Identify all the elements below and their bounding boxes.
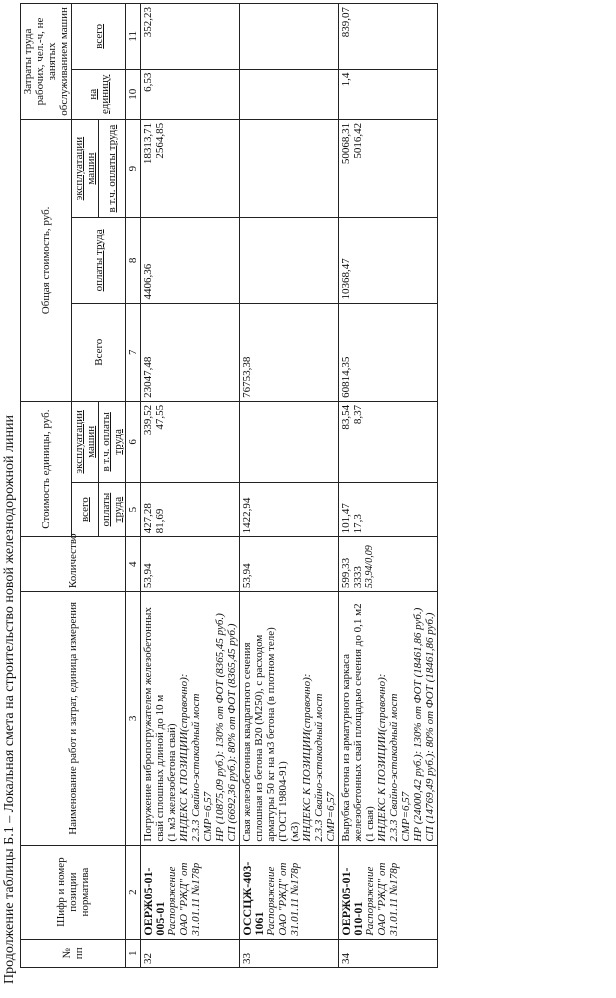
- row-number: 33: [240, 939, 339, 967]
- total-all: 76753,38: [240, 303, 339, 401]
- table-caption: Продолжение таблицы Б.1 – Локальная смета на строительство новой железнодорожной линии: [2, 415, 17, 984]
- detail-line: СП (6692,36 руб.): 80% от ФОТ (8365,45 руб.): [226, 623, 238, 842]
- header-total-labor: оплаты труда: [72, 218, 126, 303]
- col-num-4: 4: [126, 537, 141, 592]
- value: 83,54: [340, 404, 352, 430]
- unit-total: [339, 482, 438, 537]
- header-total-mach-labor: в т.ч. оплаты труда: [99, 119, 126, 217]
- estimate-table: [20, 3, 438, 968]
- detail-line: СМР=6,57: [325, 791, 337, 842]
- qty: 53,94: [240, 537, 339, 592]
- header-labor-unit: на единицу: [72, 69, 126, 119]
- total-labor: [240, 218, 339, 303]
- table-row: [240, 4, 339, 968]
- header-num: № пп: [21, 939, 126, 967]
- header-unit-mach: эксплуатации машин: [72, 401, 99, 482]
- detail-line: СМР=6,57: [400, 791, 412, 842]
- code-value: ОЕРЖ05-01-005-01: [141, 867, 167, 936]
- total-labor: 10368,47: [339, 218, 438, 303]
- detail-line: 2.3.3 Свайно-эстакадный мост: [388, 693, 400, 842]
- labor-unit: [240, 69, 339, 119]
- detail-line: СП (14769,49 руб.): 80% от ФОТ (18461,86 руб.): [424, 612, 436, 842]
- col-num-8: 8: [126, 218, 141, 303]
- row-number: 32: [141, 939, 240, 967]
- header-unit-labor: оплаты труда: [99, 482, 126, 537]
- col-num-1: 1: [126, 939, 141, 967]
- value: 17,3: [352, 514, 364, 534]
- row-code: [240, 845, 339, 939]
- unit-mach: [240, 401, 339, 482]
- detail-line: ИНДЕКС К ПОЗИЦИИ(справочно):: [376, 673, 388, 842]
- value: 5016,42: [352, 122, 364, 159]
- header-unit-mach-labor: в т.ч. оплаты труда: [99, 401, 126, 482]
- qty: [339, 537, 438, 592]
- detail-line: 2.3.3 Свайно-эстакадный мост: [190, 693, 202, 842]
- value: 81,69: [154, 508, 166, 534]
- value: 50068,31: [340, 122, 352, 165]
- work-name: Свая железобетонная квадратного сечения сплошная из бетона В20 (М250), с расходом арматуры 50 кг на м3 бетона (в плотном теле) (ГОСТ 19804-91): [241, 627, 289, 842]
- value: 18313,71: [142, 122, 154, 165]
- col-num-6: 6: [126, 401, 141, 482]
- detail-line: (1 свая): [364, 806, 376, 842]
- header-unit-total: всего: [72, 482, 99, 537]
- col-num-5: 5: [126, 482, 141, 537]
- detail-line: СМР=6,57: [202, 791, 214, 842]
- detail-line: ИНДЕКС К ПОЗИЦИИ(справочно):: [301, 673, 313, 842]
- total-mach: [240, 119, 339, 217]
- col-num-3: 3: [126, 592, 141, 846]
- total-mach: [339, 119, 438, 217]
- row-number: 34: [339, 939, 438, 967]
- value: 2564,85: [154, 122, 166, 159]
- value: 47,55: [154, 404, 166, 430]
- value: 53,94/0,09: [364, 545, 375, 589]
- labor-total: 839,07: [339, 4, 438, 70]
- detail-line: 2.3.3 Свайно-эстакадный мост: [313, 693, 325, 842]
- work-name: Вырубка бетона из арматурного каркаса железобетонных свай площадью сечения до 0,1 м2: [340, 603, 364, 842]
- total-mach: [141, 119, 240, 217]
- row-name: [339, 592, 438, 846]
- header-labor-total: всего: [72, 4, 126, 70]
- table-row: [141, 4, 240, 968]
- value: 427,28: [142, 503, 154, 534]
- detail-line: (м3): [289, 821, 301, 842]
- value: 1422,94: [241, 497, 253, 534]
- labor-unit: 6,53: [141, 69, 240, 119]
- detail-line: НР (24000,42 руб.): 130% от ФОТ (18461,86 руб.): [412, 607, 424, 842]
- detail-line: (1 м3 железобетона свай): [166, 723, 178, 842]
- header-qty: Количество: [21, 537, 126, 592]
- header-code: Шифр и номер позиции норматива: [21, 845, 126, 939]
- total-all: 23047,48: [141, 303, 240, 401]
- total-all: 60814,35: [339, 303, 438, 401]
- detail-line: ИНДЕКС К ПОЗИЦИИ(справочно):: [178, 673, 190, 842]
- code-note: Распоряжение ОАО "РЖД" от 31.01.11 №178р: [265, 862, 301, 936]
- detail-line: НР (10875,09 руб.): 130% от ФОТ (8365,45 руб.): [214, 613, 226, 842]
- value: 8,37: [352, 404, 364, 425]
- row-code: [339, 845, 438, 939]
- row-name: [240, 592, 339, 846]
- code-value: ОЕРЖ05-01-010-01: [339, 867, 365, 936]
- unit-mach: [339, 401, 438, 482]
- col-num-9: 9: [126, 119, 141, 217]
- qty: 53,94: [141, 537, 240, 592]
- value: 599,33 3333: [340, 557, 364, 589]
- column-numbers-row: [126, 4, 141, 968]
- unit-total: [141, 482, 240, 537]
- value: 101,47: [340, 503, 352, 534]
- header-total-cost: Общая стоимость, руб.: [21, 119, 72, 401]
- header-unit-cost: Стоимость единицы, руб.: [21, 401, 72, 537]
- total-labor: 4406,36: [141, 218, 240, 303]
- row-name: [141, 592, 240, 846]
- labor-unit: 1,4: [339, 69, 438, 119]
- unit-total: [240, 482, 339, 537]
- value: 339,52: [142, 404, 154, 436]
- table-row: [339, 4, 438, 968]
- col-num-2: 2: [126, 845, 141, 939]
- header-total-all: Всего: [72, 303, 126, 401]
- col-num-7: 7: [126, 303, 141, 401]
- code-note: Распоряжение ОАО "РЖД" от 31.01.11 №178р: [166, 862, 202, 936]
- unit-mach: [141, 401, 240, 482]
- header-name: Наименование работ и затрат, единица измерения: [21, 592, 126, 846]
- code-note: Распоряжение ОАО "РЖД" от 31.01.11 №178р: [364, 862, 400, 936]
- col-num-10: 10: [126, 69, 141, 119]
- code-value: ОССЦЖ-403-1061: [240, 861, 266, 936]
- labor-total: [240, 4, 339, 70]
- labor-total: 352,23: [141, 4, 240, 70]
- col-num-11: 11: [126, 4, 141, 70]
- header-total-mach: эксплуатации машин: [72, 119, 99, 217]
- row-code: [141, 845, 240, 939]
- work-name: Погружение вибропогружателем железобетонных свай сплошных длиной до 10 м: [142, 607, 166, 842]
- header-labor: Затраты труда рабочих, чел.-ч, не занятых обслуживанием машин: [21, 4, 72, 120]
